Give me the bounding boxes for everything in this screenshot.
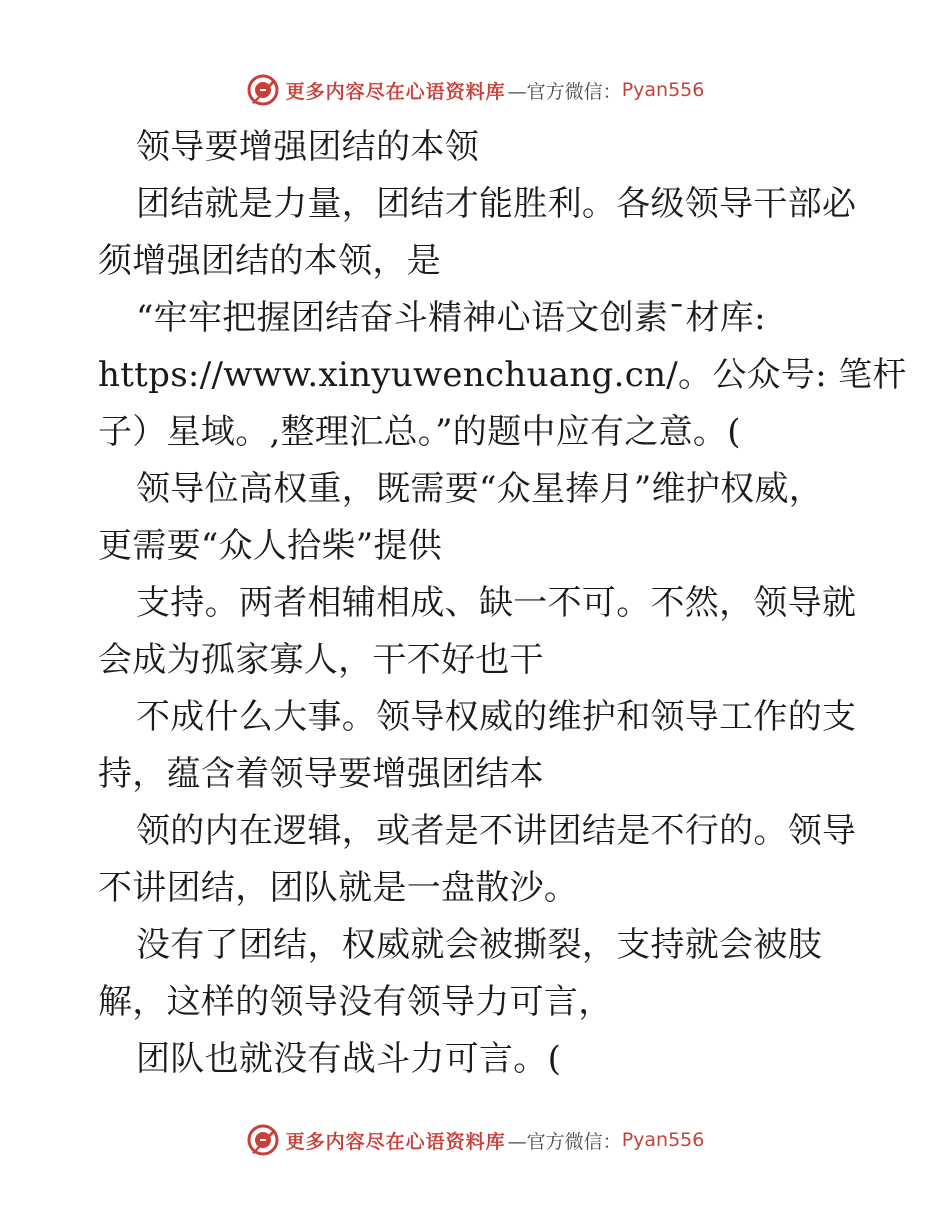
quill-seal-icon xyxy=(246,73,280,107)
paragraph-line: 团结就是力量，团结才能胜利。各级领导干部必 xyxy=(136,184,857,224)
watermark-wechat-id: Pyan556 xyxy=(621,79,705,101)
paragraph-line: https://www.xinyuwenchuang.cn/。公众号: 笔杆 xyxy=(98,355,907,395)
paragraph-line: 解，这样的领导没有领导力可言， xyxy=(98,982,613,1022)
watermark-site-text: 更多内容尽在心语资料库 xyxy=(285,80,506,103)
paragraph-line: 领导位高权重，既需要“众星捧月”维护权威， xyxy=(136,469,824,509)
watermark-header xyxy=(0,70,950,110)
paragraph-line: 子）星域。,整理汇总。”的题中应有之意。( xyxy=(98,412,741,452)
paragraph-line: 会成为孤家寡人，干不好也干 xyxy=(98,640,544,680)
watermark-separator-text: —官方微信： xyxy=(507,80,622,103)
document-title: 领导要增强团结的本领 xyxy=(136,127,479,167)
watermark-wechat-id: Pyan556 xyxy=(621,1129,705,1151)
paragraph-line: 持，蕴含着领导要增强团结本 xyxy=(98,754,544,794)
paragraph-line: 没有了团结，权威就会被撕裂，支持就会被肢 xyxy=(136,925,822,965)
paragraph-line: 须增强团结的本领，是 xyxy=(98,241,441,281)
quill-seal-icon xyxy=(246,1123,280,1157)
paragraph-line: 团队也就没有战斗力可言。( xyxy=(136,1039,562,1079)
paragraph-line: 领的内在逻辑，或者是不讲团结是不行的。领导 xyxy=(136,811,857,851)
watermark-site-text: 更多内容尽在心语资料库 xyxy=(285,1130,506,1153)
document-body xyxy=(98,119,907,1088)
watermark-separator-text: —官方微信： xyxy=(507,1130,622,1153)
watermark-footer xyxy=(0,1120,950,1160)
paragraph-line: 支持。两者相辅相成、缺一不可。不然，领导就 xyxy=(136,583,857,623)
paragraph-line: 不讲团结，团队就是一盘散沙。 xyxy=(98,868,579,908)
paragraph-line: 不成什么大事。领导权威的维护和领导工作的支 xyxy=(136,697,857,737)
paragraph-line: 更需要“众人拾柴”提供 xyxy=(98,526,443,566)
paragraph-line: “牢牢把握团结奋斗精神心语文创素¯材库: xyxy=(136,298,766,338)
